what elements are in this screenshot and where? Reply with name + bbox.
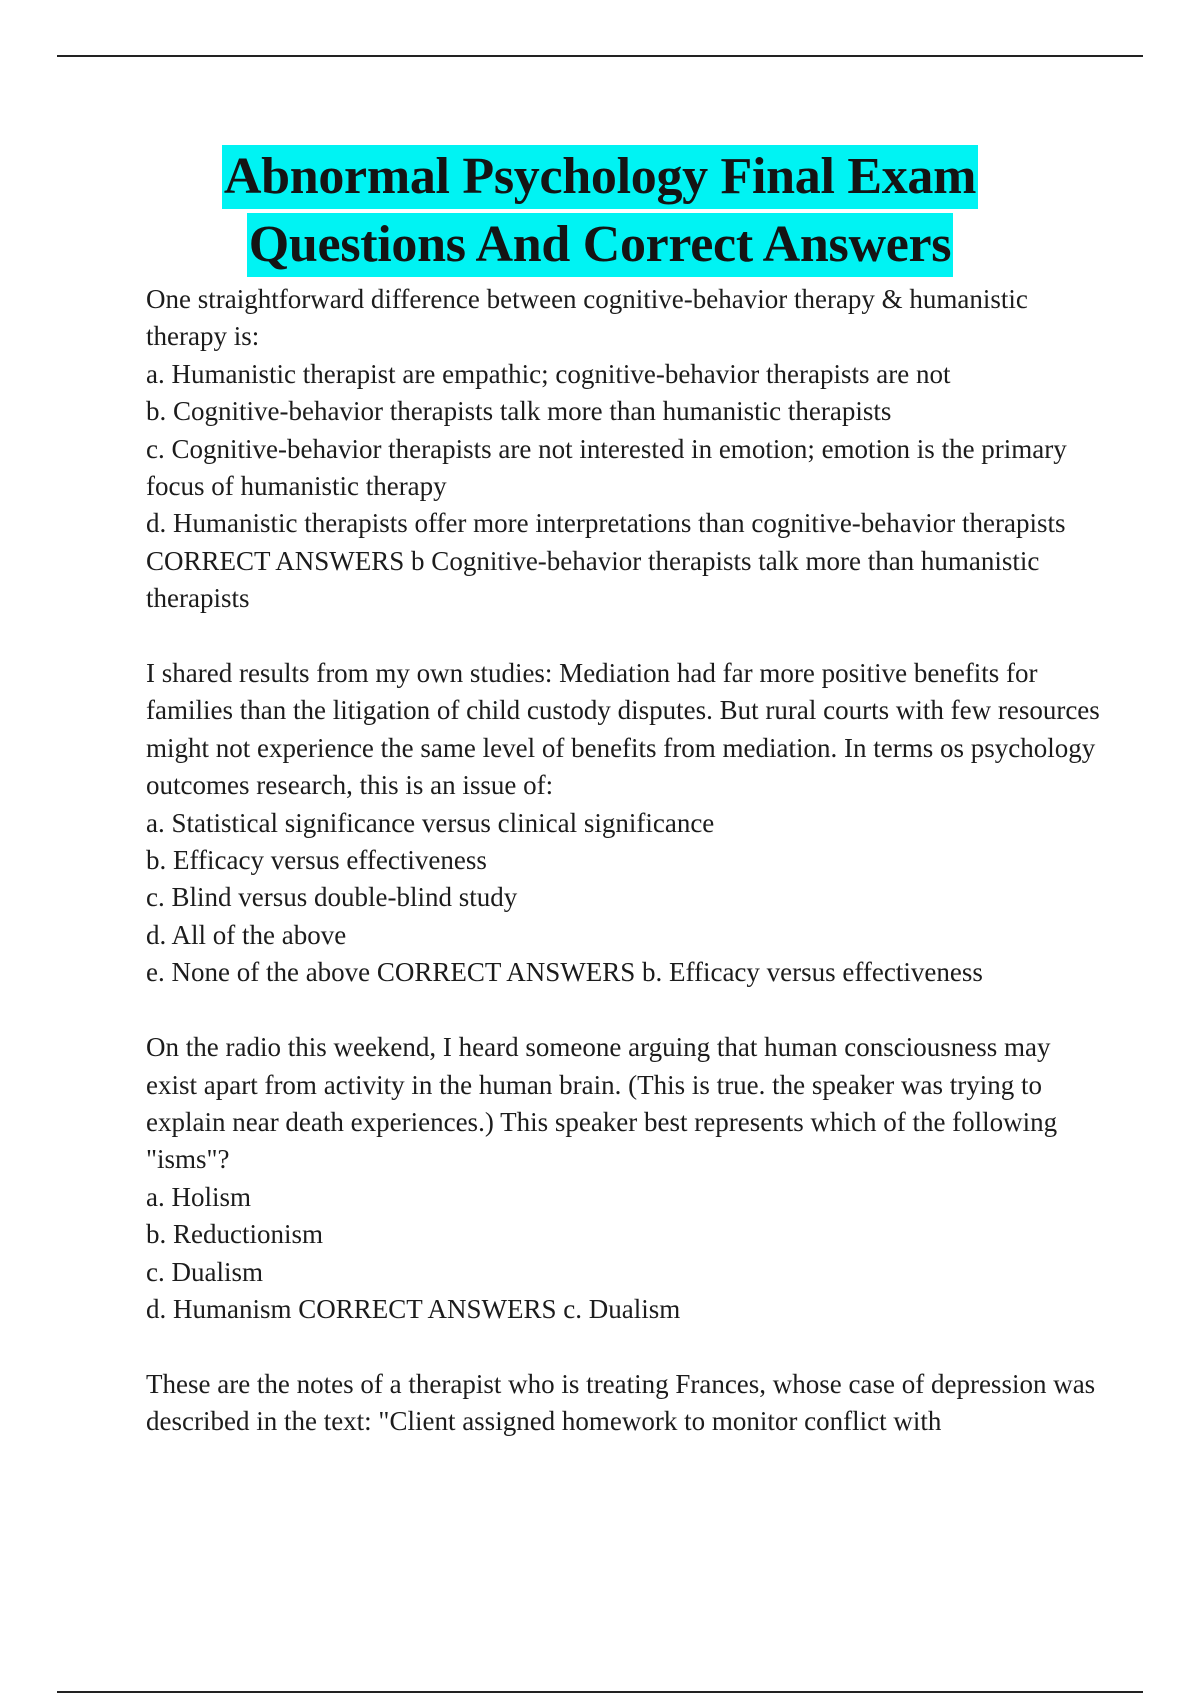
answer-option: b. Reductionism [146,1219,323,1250]
question-stem: I shared results from my own studies: Mediation had far more positive benefits for families than the litigation of child custody disputes. But rural courts with few resources might not experience the same level of benefits from mediation. In terms os psychology outcomes research, this is an issue of: [146,658,1100,801]
answer-option: c. Blind versus double-blind study [146,882,518,913]
answer-option: d. Humanism CORRECT ANSWERS c. Dualism [146,1293,681,1324]
answer-option: c. Dualism [146,1256,263,1287]
question-stem: On the radio this weekend, I heard someone arguing that human consciousness may exist apart from activity in the human brain. (This is true. the speaker was trying to explain near death experiences.) This speaker best represents which of the following "isms"? [146,1032,1058,1175]
document-title [0,145,1200,277]
question-stem: One straightforward difference between cognitive-behavior therapy & humanistic therapy is: [146,284,1028,352]
question-block-3 [146,1029,1106,1328]
question-block-1 [146,281,1106,618]
question-block-2 [146,655,1106,992]
question-block-4 [146,1366,1106,1441]
answer-option: d. Humanistic therapists offer more interpretations than cognitive-behavior therapists CORRECT ANSWERS b Cognitive-behavior therapists talk more than humanistic therapists [146,508,1066,614]
answer-option: a. Humanistic therapist are empathic; cognitive-behavior therapists are not [146,358,951,389]
answer-option: d. All of the above [146,919,347,950]
top-rule [57,55,1143,57]
answer-option: c. Cognitive-behavior therapists are not interested in emotion; emotion is the primary focus of humanistic therapy [146,433,1067,502]
answer-option: a. Statistical significance versus clinical significance [146,807,715,838]
answer-option: b. Efficacy versus effectiveness [146,845,487,876]
answer-option: b. Cognitive-behavior therapists talk more than humanistic therapists [146,396,892,427]
document-body [146,281,1106,1478]
title-line-1: Abnormal Psychology Final Exam [222,145,978,209]
answer-option: a. Holism [146,1181,251,1212]
bottom-rule [57,1691,1143,1693]
answer-option: e. None of the above CORRECT ANSWERS b. Efficacy versus effectiveness [146,957,983,988]
question-stem: These are the notes of a therapist who is treating Frances, whose case of depression was described in the text: "Client assigned homework to monitor conflict with [146,1368,1096,1437]
title-line-2: Questions And Correct Answers [247,213,953,277]
